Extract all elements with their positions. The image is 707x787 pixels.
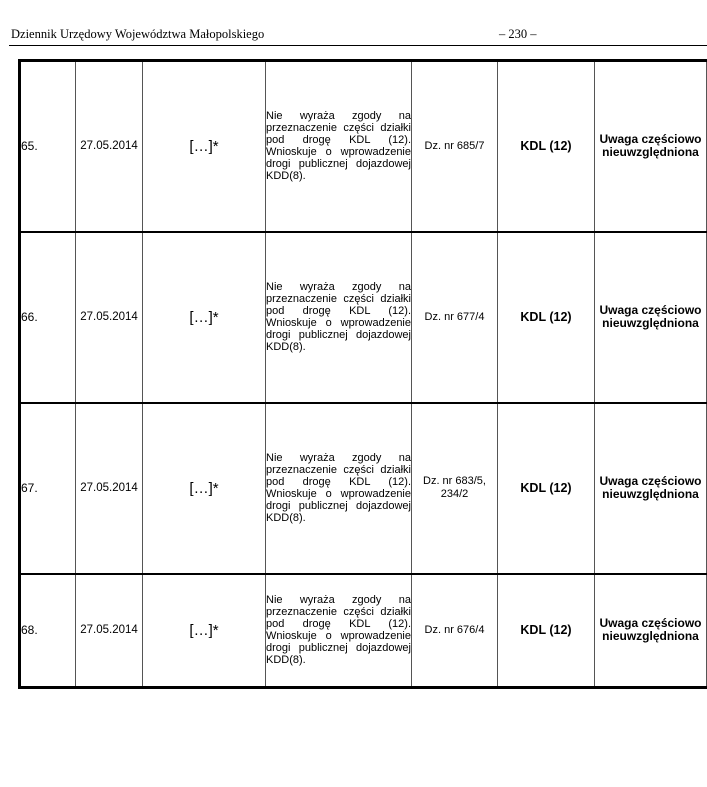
remark-content: Nie wyraża zgody na przeznaczenie części działki pod drogę KDL (12). Wnioskuje o wprowadzenie drogi publicznej dojazdowej KDD(8).: [266, 61, 412, 232]
submission-date: 27.05.2014: [76, 232, 143, 403]
plot-number: Dz. nr 685/7: [412, 61, 498, 232]
table-row: [20, 232, 707, 403]
resolution-status: Uwaga częściowo nieuwzględniona: [595, 232, 707, 403]
submission-date: 27.05.2014: [76, 61, 143, 232]
resolution-status: Uwaga częściowo nieuwzględniona: [595, 574, 707, 688]
row-number: 68.: [20, 574, 76, 688]
remark-content: Nie wyraża zgody na przeznaczenie części działki pod drogę KDL (12). Wnioskuje o wprowadzenie drogi publicznej dojazdowej KDD(8).: [266, 403, 412, 574]
anonymized-name: […]*: [143, 61, 266, 232]
plan-designation: KDL (12): [498, 403, 595, 574]
table-row: [20, 574, 707, 688]
submission-date: 27.05.2014: [76, 574, 143, 688]
row-number: 67.: [20, 403, 76, 574]
plan-designation: KDL (12): [498, 574, 595, 688]
plot-number: Dz. nr 676/4: [412, 574, 498, 688]
plot-number: Dz. nr 683/5, 234/2: [412, 403, 498, 574]
table-row: [20, 61, 707, 232]
anonymized-name: […]*: [143, 403, 266, 574]
resolution-status: Uwaga częściowo nieuwzględniona: [595, 61, 707, 232]
remarks-table: [18, 59, 707, 689]
remark-content: Nie wyraża zgody na przeznaczenie części działki pod drogę KDL (12). Wnioskuje o wprowadzenie drogi publicznej dojazdowej KDD(8).: [266, 574, 412, 688]
remark-content: Nie wyraża zgody na przeznaczenie części działki pod drogę KDL (12). Wnioskuje o wprowadzenie drogi publicznej dojazdowej KDD(8).: [266, 232, 412, 403]
journal-title: Dziennik Urzędowy Województwa Małopolskiego: [11, 27, 265, 41]
table-row: [20, 403, 707, 574]
anonymized-name: […]*: [143, 574, 266, 688]
plan-designation: KDL (12): [498, 61, 595, 232]
anonymized-name: […]*: [143, 232, 266, 403]
submission-date: 27.05.2014: [76, 403, 143, 574]
row-number: 66.: [20, 232, 76, 403]
row-number: 65.: [20, 61, 76, 232]
header-divider: [9, 45, 707, 46]
resolution-status: Uwaga częściowo nieuwzględniona: [595, 403, 707, 574]
page-number: – 230 –: [499, 27, 537, 41]
plan-designation: KDL (12): [498, 232, 595, 403]
plot-number: Dz. nr 677/4: [412, 232, 498, 403]
